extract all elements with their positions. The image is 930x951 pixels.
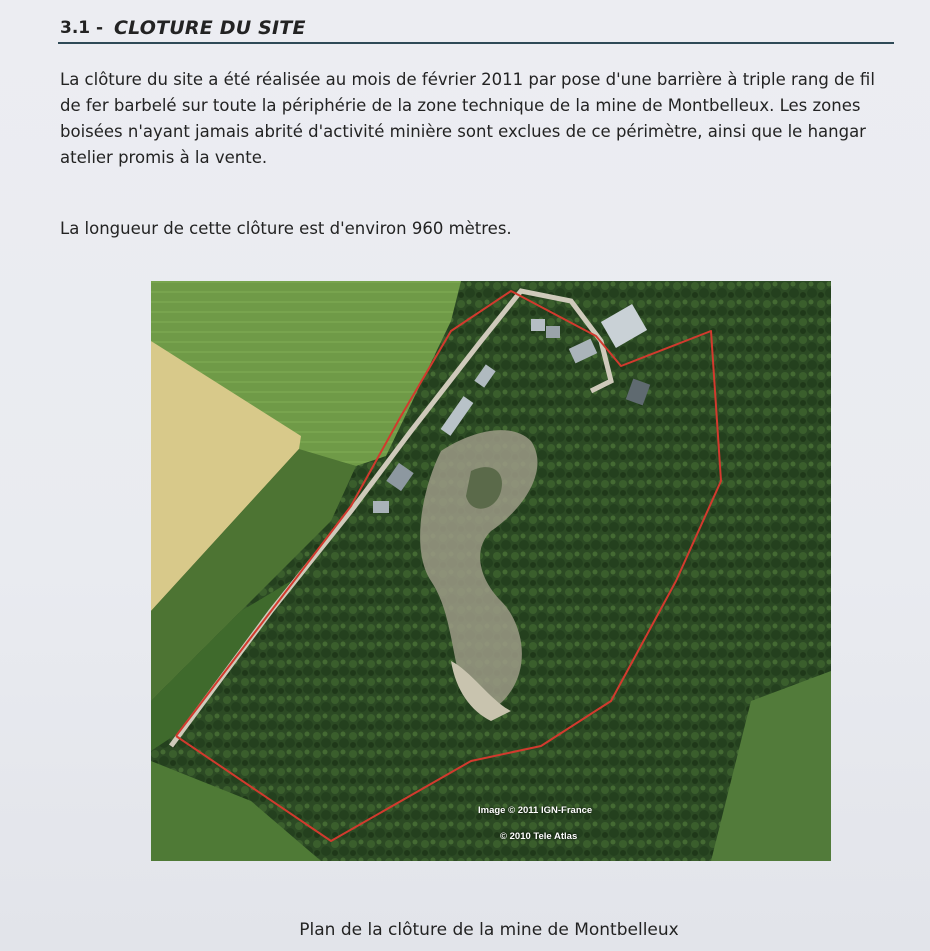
paragraph-line: boisées n'ayant jamais abrité d'activité minière sont exclues de ce périmètre, ainsi que le hangar [60, 122, 866, 141]
paragraph-line: La clôture du site a été réalisée au mois de février 2011 par pose d'une barrière à triple rang de fil [60, 70, 875, 89]
aerial-photo [151, 281, 831, 861]
paragraph-line: atelier promis à la vente. [60, 148, 268, 167]
paragraph-fence-length: La longueur de cette clôture est d'environ 960 mètres. [60, 219, 512, 238]
section-title: CLOTURE DU SITE [114, 17, 306, 39]
map-credit-teleatlas: © 2010 Tele Atlas [500, 831, 578, 842]
figure-caption: Plan de la clôture de la mine de Montbelleux [299, 920, 679, 940]
section-number: 3.1 - [60, 18, 104, 38]
aerial-site-map [151, 281, 831, 861]
paragraph-line: de fer barbelé sur toute la périphérie de la zone technique de la mine de Montbelleux. Les zones [60, 96, 861, 115]
map-credit-ign: Image © 2011 IGN-France [478, 805, 593, 816]
paragraph-fence-description [60, 67, 900, 171]
section-heading [58, 14, 894, 44]
